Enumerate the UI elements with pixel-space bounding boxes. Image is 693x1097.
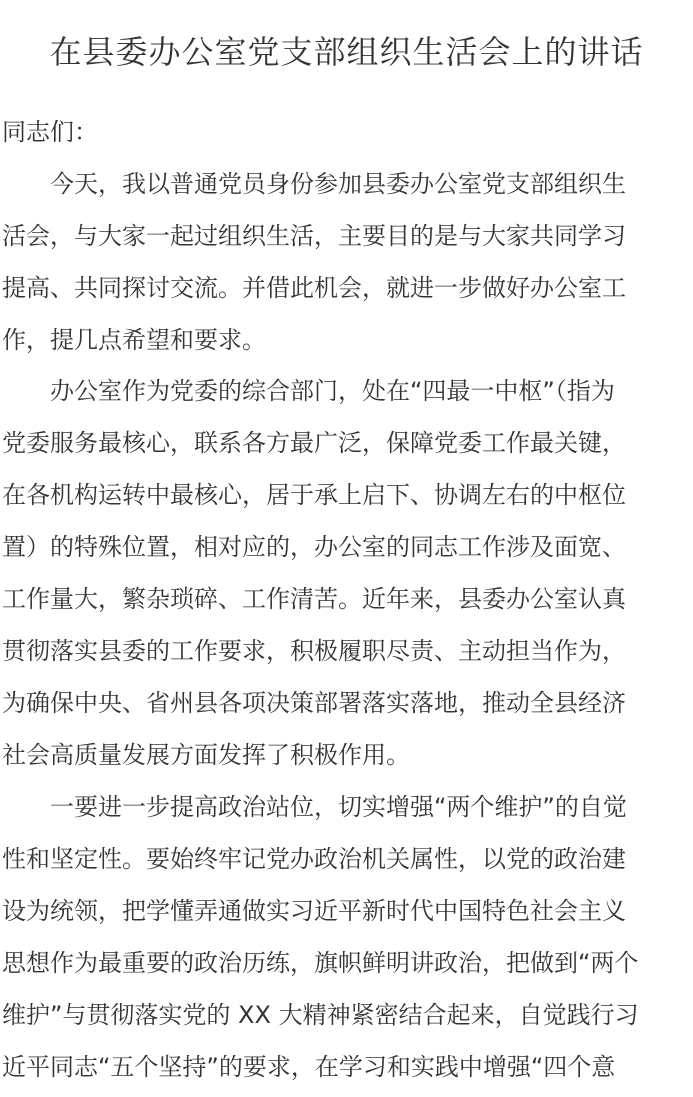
text-line: 社会高质量发展方面发挥了积极作用。 bbox=[2, 741, 410, 769]
text-line: 近平同志“五个坚持”的要求，在学习和实践中增强“四个意 bbox=[2, 1053, 616, 1081]
text-line: 同志们： bbox=[2, 118, 98, 146]
text-line: 活会，与大家一起过组织生活，主要目的是与大家共同学习 bbox=[2, 222, 626, 250]
text-line: 工作量大，繁杂琐碎、工作清苦。近年来，县委办公室认真 bbox=[2, 585, 626, 613]
text-line: 办公室作为党委的综合部门，处在“四最一中枢”（指为 bbox=[2, 377, 615, 405]
text-line: 思想作为最重要的政治历练，旗帜鲜明讲政治，把做到“两个 bbox=[2, 949, 639, 977]
text-line: 贯彻落实县委的工作要求，积极履职尽责、主动担当作为， bbox=[2, 637, 626, 665]
text-line: 在各机构运转中最核心，居于承上启下、协调左右的中枢位 bbox=[2, 481, 626, 509]
text-line: 提高、共同探讨交流。并借此机会，就进一步做好办公室工 bbox=[2, 274, 626, 302]
document-title: 在县委办公室党支部组织生活会上的讲话 bbox=[49, 33, 644, 71]
text-line: 置）的特殊位置，相对应的，办公室的同志工作涉及面宽、 bbox=[2, 533, 626, 561]
text-line: 党委服务最核心，联系各方最广泛，保障党委工作最关键， bbox=[2, 429, 626, 457]
text-line: 今天，我以普通党员身份参加县委办公室党支部组织生 bbox=[2, 170, 626, 198]
text-line: 作，提几点希望和要求。 bbox=[2, 326, 266, 354]
text-line: 为确保中央、省州县各项决策部署落实落地，推动全县经济 bbox=[2, 689, 626, 717]
text-line: 一要进一步提高政治站位，切实增强“两个维护”的自觉 bbox=[2, 793, 627, 821]
text-line: 维护”与贯彻落实党的 XX 大精神紧密结合起来，自觉践行习 bbox=[2, 1001, 639, 1029]
text-line: 性和坚定性。要始终牢记党办政治机关属性，以党的政治建 bbox=[2, 845, 626, 873]
text-line: 设为统领，把学懂弄通做实习近平新时代中国特色社会主义 bbox=[2, 897, 626, 925]
